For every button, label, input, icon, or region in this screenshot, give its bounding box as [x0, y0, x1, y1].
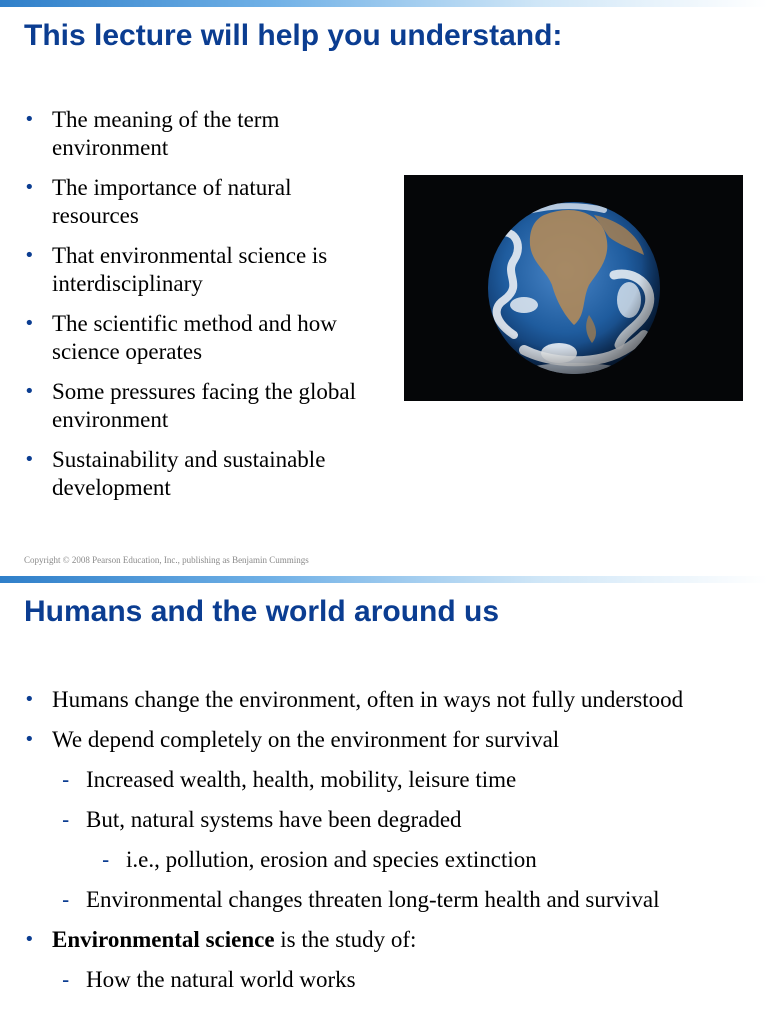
earth-globe-icon [404, 175, 743, 401]
slide-1-title: This lecture will help you understand: [24, 19, 563, 52]
list-item: • We depend completely on the environment for survival [24, 727, 560, 752]
dash-icon: - [62, 767, 70, 792]
dash-icon: - [62, 887, 70, 912]
copyright-notice: Copyright © 2008 Pearson Education, Inc., publishing as Benjamin Cummings [24, 555, 309, 565]
list-item: • The importance of natural resources [24, 175, 292, 228]
list-item: - How the natural world works [62, 967, 356, 992]
term-environmental-science: Environmental science [52, 927, 275, 952]
bullet-dot-icon: • [24, 729, 35, 750]
list-item: • That environmental science is interdisciplinary [24, 243, 328, 296]
dash-icon: - [62, 967, 70, 992]
bullet-dot-icon: • [24, 313, 35, 334]
list-item: - Increased wealth, health, mobility, leisure time [62, 767, 517, 792]
list-item: - Environmental changes threaten long-term health and survival [62, 887, 660, 912]
bullet-dot-icon: • [24, 109, 35, 130]
list-item: - But, natural systems have been degraded [62, 807, 462, 832]
bullet-dot-icon: • [24, 449, 35, 470]
slide-2-title: Humans and the world around us [24, 595, 500, 628]
bullet-dot-icon: • [24, 177, 35, 198]
earth-photo [404, 175, 743, 401]
slide-1-accent-bar [0, 0, 768, 7]
slide-2-bullet-list [24, 686, 754, 1006]
list-item: - i.e., pollution, erosion and species extinction [102, 847, 537, 872]
bullet-dot-icon: • [24, 245, 35, 266]
list-item: • The meaning of the term environment [24, 107, 280, 160]
dash-icon: - [62, 807, 70, 832]
bullet-dot-icon: • [24, 381, 35, 402]
slide-1-bullet-list [24, 106, 379, 514]
slide-2-accent-bar [0, 576, 768, 583]
list-item: • The scientific method and how science operates [24, 311, 337, 364]
list-item: • Humans change the environment, often in ways not fully understood [24, 687, 684, 712]
bullet-dot-icon: • [24, 929, 35, 950]
bullet-dot-icon: • [24, 689, 35, 710]
list-item: • Environmental science is the study of: [24, 927, 417, 952]
list-item: • Some pressures facing the global environment [24, 379, 357, 432]
dash-icon: - [102, 847, 110, 872]
list-item: • Sustainability and sustainable development [24, 447, 326, 500]
slide-2 [0, 576, 768, 1024]
